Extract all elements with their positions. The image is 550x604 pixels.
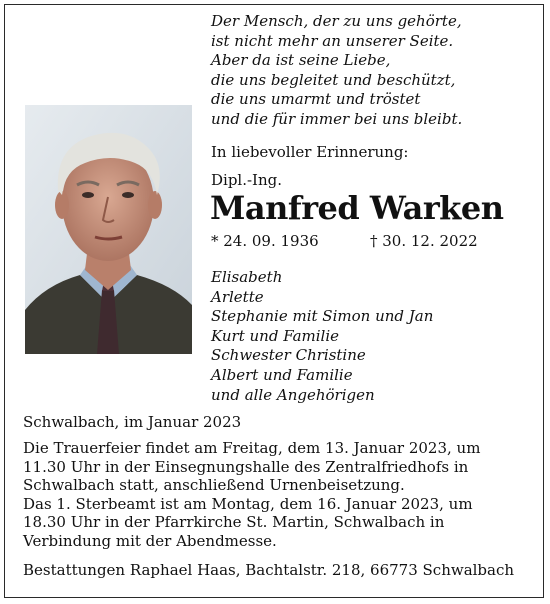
- poem-line: Der Mensch, der zu uns gehörte,: [211, 12, 462, 30]
- mourner-entry: Elisabeth: [211, 268, 283, 286]
- poem-line: und die für immer bei uns bleibt.: [211, 109, 463, 128]
- mourner-entry: und alle Angehörigen: [211, 385, 375, 404]
- poem-line: die uns umarmt und tröstet: [211, 90, 421, 109]
- mourner-entry: Arlette: [211, 287, 264, 306]
- memory-line: In liebevoller Erinnerung:: [211, 143, 409, 161]
- death-date: † 30. 12. 2022: [370, 232, 478, 250]
- details-line: Schwalbach statt, anschließend Urnenbeisetzung.: [23, 476, 405, 495]
- mourner-entry: Stephanie mit Simon und Jan: [211, 307, 434, 326]
- memorial-poem: [211, 12, 462, 130]
- birth-date: * 24. 09. 1936: [211, 232, 319, 250]
- details-line: Die Trauerfeier findet am Freitag, dem 13. Januar 2023, um: [23, 439, 481, 457]
- place-date: Schwalbach, im Januar 2023: [23, 413, 242, 431]
- service-details: [23, 439, 528, 551]
- details-line: Verbindung mit der Abendmesse.: [23, 531, 277, 550]
- mourner-entry: Schwester Christine: [211, 346, 366, 365]
- mourner-entry: Albert und Familie: [211, 365, 353, 384]
- poem-line: die uns begleitet und beschützt,: [211, 70, 456, 89]
- poem-line: Aber da ist seine Liebe,: [211, 51, 391, 70]
- academic-title: Dipl.-Ing.: [211, 171, 283, 189]
- details-line: Das 1. Sterbeamt ist am Montag, dem 16. Januar 2023, um: [23, 494, 473, 513]
- details-line: 11.30 Uhr in der Einsegnungshalle des Zentralfriedhofs in: [23, 457, 469, 476]
- funeral-home-line: Bestattungen Raphael Haas, Bachtalstr. 218, 66773 Schwalbach: [23, 561, 515, 579]
- details-line: 18.30 Uhr in der Pfarrkirche St. Martin, Schwalbach in: [23, 513, 445, 532]
- mourner-entry: Kurt und Familie: [211, 326, 340, 345]
- poem-line: ist nicht mehr an unserer Seite.: [211, 31, 454, 50]
- deceased-name: Manfred Warken: [210, 189, 504, 227]
- portrait-photo: [25, 105, 192, 354]
- mourners-list: [211, 268, 433, 405]
